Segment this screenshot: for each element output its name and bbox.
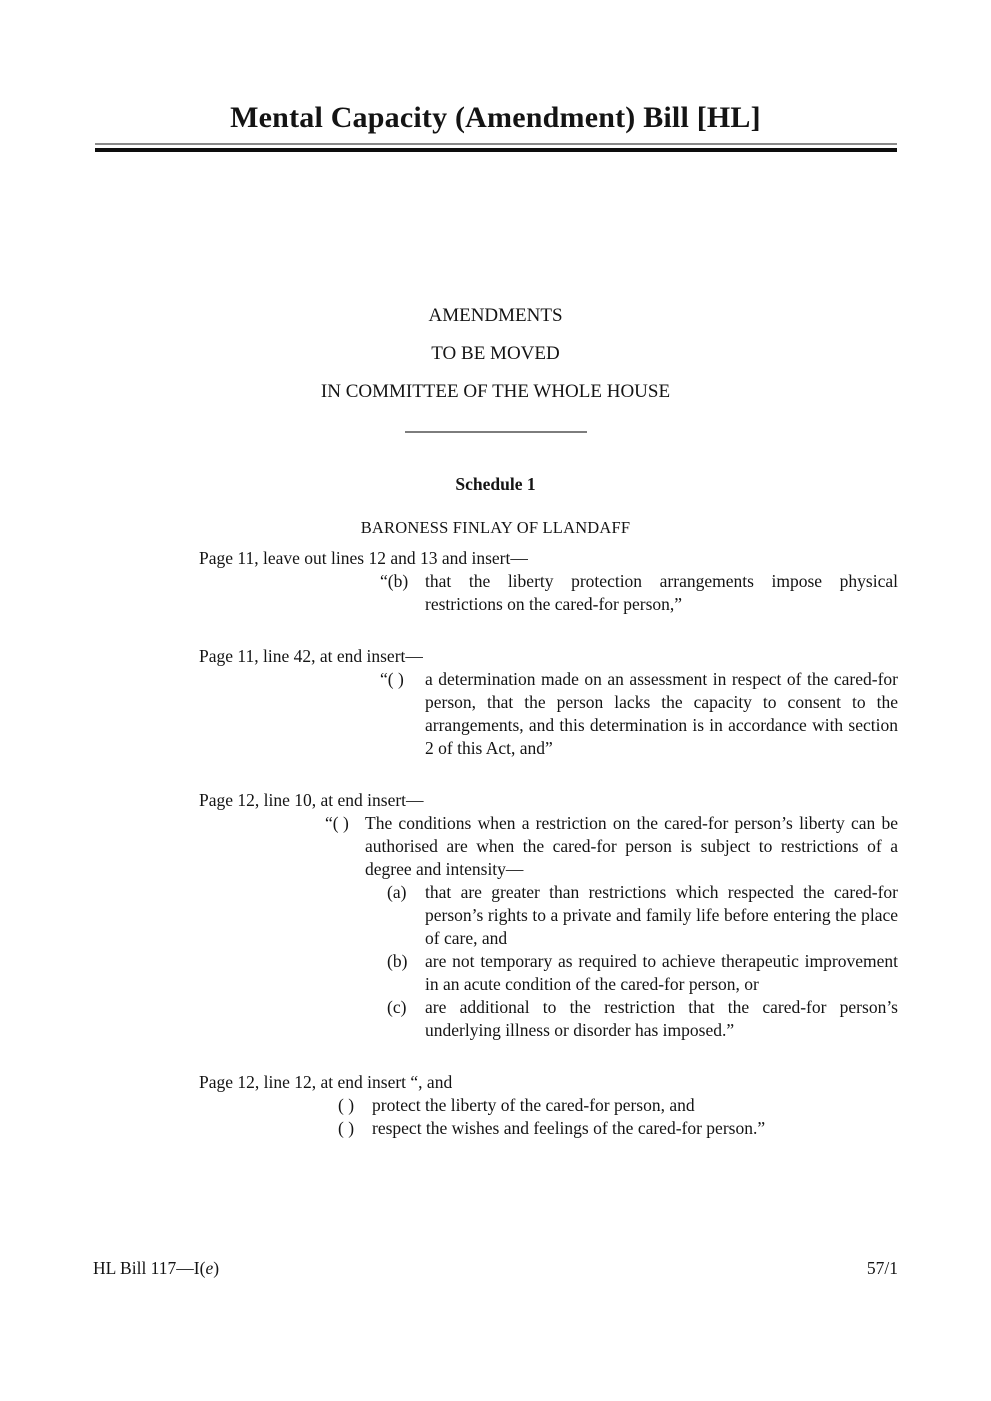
amendment-instruction: Page 12, line 12, at end insert “, and <box>199 1072 453 1092</box>
provision-row <box>199 570 898 616</box>
amendment-instruction: Page 11, line 42, at end insert— <box>199 646 423 666</box>
mover-name: BARONESS FINLAY OF LLANDAFF <box>360 518 631 537</box>
amendment-instruction: Page 11, leave out lines 12 and 13 and insert— <box>199 548 528 568</box>
provision-text: are not temporary as required to achieve therapeutic improvement in an acute condition of the cared-for person, or <box>425 951 898 994</box>
title-double-rule <box>95 143 897 152</box>
bill-reference-prefix: HL Bill 117—I( <box>93 1258 206 1278</box>
amendment <box>199 789 898 1042</box>
amendment <box>199 547 898 616</box>
bill-reference <box>93 1257 219 1280</box>
provision-label: “( ) <box>380 669 404 689</box>
provision-row <box>199 812 898 881</box>
page-footer <box>93 1257 898 1280</box>
provision-row <box>199 950 898 996</box>
provision-row <box>199 881 898 950</box>
preamble <box>0 304 991 404</box>
provision-row <box>199 1094 898 1117</box>
bill-reference-italic-letter: e <box>205 1258 214 1278</box>
amendments-list <box>199 547 898 1140</box>
provision-label: (b) <box>387 951 408 971</box>
provision-label: “( ) <box>325 813 349 833</box>
provision-text: a determination made on an assessment in respect of the cared-for person, that the person lacks the capacity to consent to the arrangements, and this determination is in accordance with section 2 of this Act, and” <box>425 669 898 758</box>
bill-reference-suffix: ) <box>213 1258 220 1278</box>
provision-text: are additional to the restriction that the cared-for person’s underlying illness or disorder has imposed.” <box>425 997 898 1040</box>
provision-row <box>199 668 898 760</box>
provision-label: ( ) <box>338 1118 355 1138</box>
amendment-number: 57/1 <box>866 1258 898 1278</box>
provision-text: The conditions when a restriction on the cared-for person’s liberty can be authorised are when the cared-for person is subject to restrictions of a degree and intensity— <box>365 813 898 879</box>
amendment <box>199 1071 898 1140</box>
provision-label: (c) <box>387 997 407 1017</box>
provision-label: (a) <box>387 882 407 902</box>
provision-text: that the liberty protection arrangements impose physical restrictions on the cared-for person,” <box>425 571 898 614</box>
preamble-line-committee: IN COMMITTEE OF THE WHOLE HOUSE <box>320 381 671 402</box>
preamble-line-to-be-moved: TO BE MOVED <box>431 343 560 364</box>
bill-title: Mental Capacity (Amendment) Bill [HL] <box>230 101 761 134</box>
provision-label: “(b) <box>380 571 409 591</box>
amendment <box>199 645 898 760</box>
provision-text: that are greater than restrictions which respected the cared-for person’s rights to a private and family life before entering the place of care, and <box>425 882 898 948</box>
provision-row <box>199 996 898 1042</box>
section-divider-rule <box>405 431 587 433</box>
amendment-instruction: Page 12, line 10, at end insert— <box>199 790 424 810</box>
provision-label: ( ) <box>338 1095 355 1115</box>
provision-text: respect the wishes and feelings of the cared-for person.” <box>372 1118 766 1138</box>
schedule-heading: Schedule 1 <box>455 474 536 494</box>
provision-text: protect the liberty of the cared-for person, and <box>372 1095 695 1115</box>
preamble-line-amendments: AMENDMENTS <box>428 305 563 326</box>
provision-row <box>199 1117 898 1140</box>
